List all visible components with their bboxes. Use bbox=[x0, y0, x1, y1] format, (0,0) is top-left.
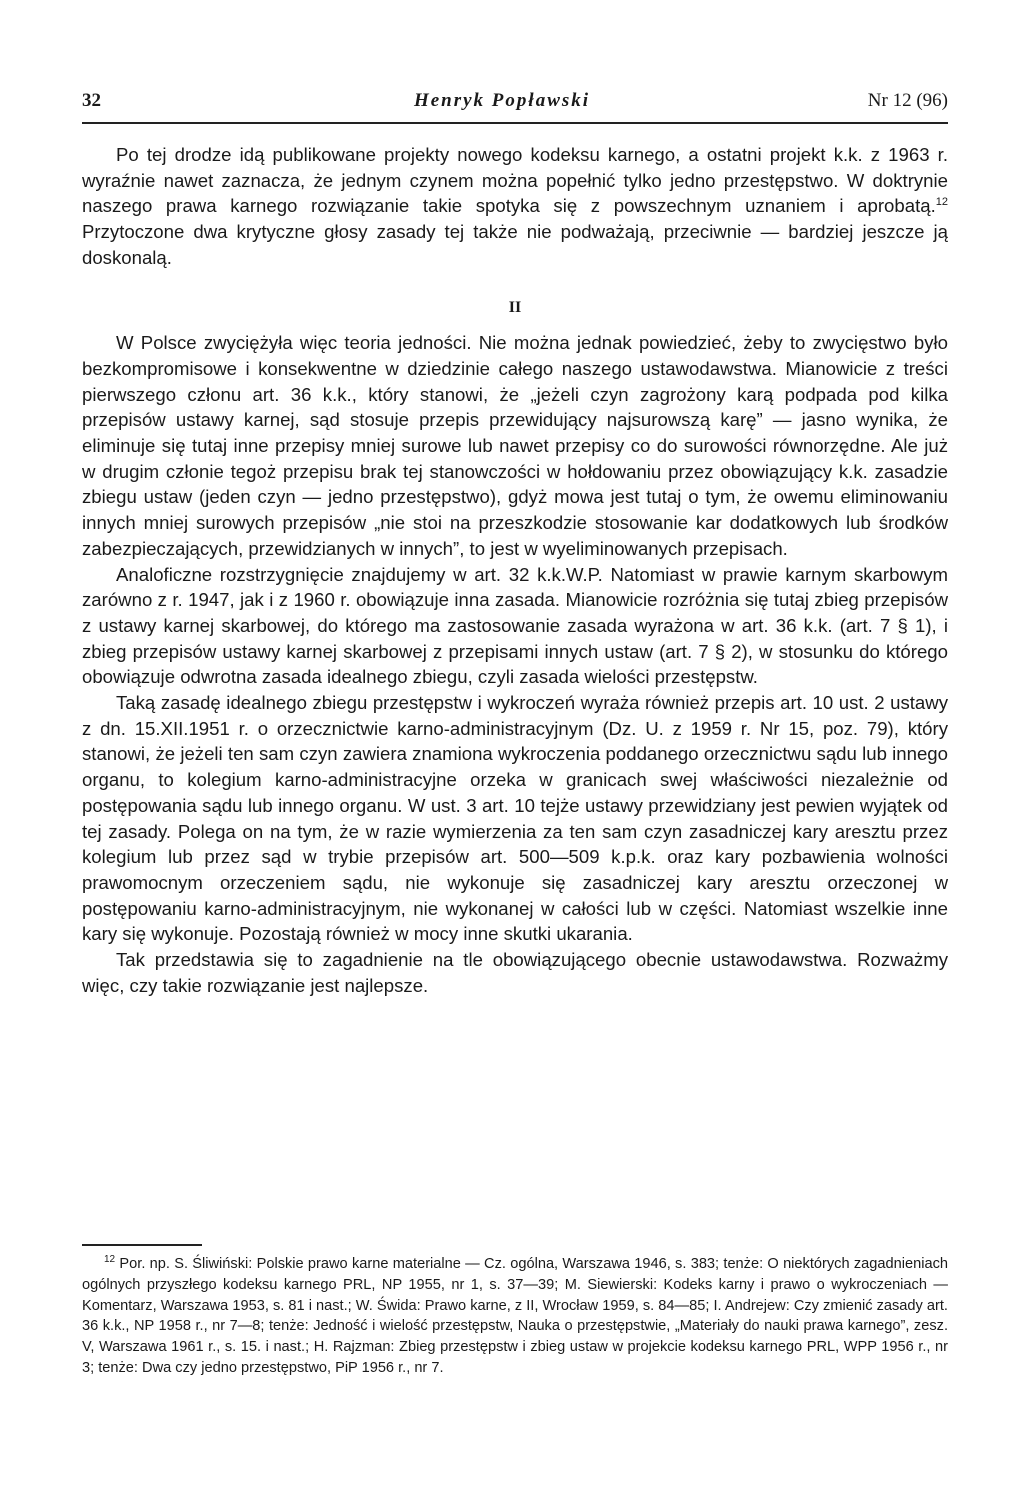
running-header bbox=[82, 88, 948, 124]
paragraph-1-continuation: Przytoczone dwa krytyczne głosy zasady tej także nie podważają, przeciwnie — bardziej jeszcze ją doskonalą. bbox=[82, 221, 948, 268]
footnote-divider bbox=[82, 1244, 202, 1246]
footnote-text: Por. np. S. Śliwiński: Polskie prawo karne materialne — Cz. ogólna, Warszawa 1946, s. 383; tenże: O niektórych zagadnieniach ogólnych przyszłego kodeksu karnego PRL, NP 1955, nr 1, s. 37—39; M. Siewierski: Kodeks karny i prawo o wykroczeniach — Komentarz, Warszawa 1953, s. 81 i nast.; W. Świda: Prawo karne, z II, Wrocław 1959, s. 84—85; I. Andrejew: Czy zmienić zasady art. 36 k.k., NP 1958 r., nr 7—8; tenże: Jedność i wielość przestępstw, Nauka o przestępstwie, „Materiały do nauki prawa karnego”, zesz. V, Warszawa 1961 r., s. 15. i nast.; H. Rajzman: Zbieg przestępstw i zbieg ustaw w projekcie kodeksu karnego PRL, WPP 1956 r., nr 3; tenże: Dwa czy jedno przestępstwo, PiP 1956 r., nr 7. bbox=[82, 1256, 948, 1376]
section-heading: II bbox=[508, 298, 522, 316]
paragraph-4: Taką zasadę idealnego zbiegu przestępstw i wykroczeń wyraża również przepis art. 10 ust. 2 ustawy z dn. 15.XII.1951 r. o orzecznictwie karno-administracyjnym (Dz. U. z 1959 r. Nr 15, poz. 79), który stanowi, że jeżeli ten sam czyn zawiera znamiona wykroczenia poddanego orzecznictwu sądu lub innego organu, to kolegium karno-administracyjne orzeka w granicach swej właściwości niezależnie od postępowania sądu lub innego organu. W ust. 3 art. 10 tejże ustawy przewidziany jest pewien wyjątek od tej zasady. Polega on na tym, że w razie wymierzenia za ten sam czyn zasadniczej kary aresztu przez kolegium lub przez sąd w trybie przepisów art. 500—509 k.p.k. oraz kary pozbawienia wolności prawomocnym orzeczeniem sądu, nie wykonuje się zasadniczej kary aresztu orzeczonej w postępowaniu karno-administracyjnym, nie wykonanej w całości lub w części. Natomiast wszelkie inne kary się wykonuje. Pozostają również w mocy inne skutki ukarania. bbox=[82, 692, 948, 945]
footnote-12 bbox=[82, 1254, 948, 1379]
paragraph-2: W Polsce zwyciężyła więc teoria jedności. Nie można jednak powiedzieć, żeby to zwycięstwo było bezkompromisowe i konsekwentne w dziedzinie całego naszego ustawodawstwa. Mianowicie z treści pierwszego członu art. 36 k.k., który stanowi, że „jeżeli czyn zagrożony karą podpada pod kilka przepisów ustawy karnej, sąd stosuje przepis przewidujący najsurowszą karę” — jasno wynika, że eliminuje się tutaj inne przepisy mniej surowe lub nawet przepisy co do surowości równorzędne. Ale już w drugim członie tegoż przepisu brak tej stanowczości w hołdowaniu przez obowiązujący k.k. zasadzie zbiegu ustaw (jeden czyn — jedno przestępstwo), gdyż mowa jest tutaj o tym, że owemu eliminowaniu innych mniej surowych przepisów „nie stoi na przeszkodzie stosowanie kar dodatkowych lub środków zabezpieczających, przewidzianych w innych”, to jest w wyeliminowanych przepisach. bbox=[82, 332, 948, 559]
running-author: Henryk Popławski bbox=[413, 90, 591, 111]
footnote-number: 12 bbox=[104, 1254, 116, 1266]
paragraph-3: Analoficzne rozstrzygnięcie znajdujemy w art. 32 k.k.W.P. Natomiast w prawie karnym skarbowym zarówno z r. 1947, jak i z 1960 r. obowiązuje inna zasada. Mianowicie rozróżnia się tutaj zbieg przepisów z ustawy karnej skarbowej, do którego ma zastosowanie zasada wyrażona w art. 36 k.k. (art. 7 § 1), i zbieg przepisów ustawy karnej skarbowej z przepisami innych ustaw (art. 7 § 2), w stosunku do którego obowiązuje odwrotna zasada idealnego zbiegu, czyli zasada wielości przestępstw. bbox=[82, 563, 948, 688]
page-number: 32 bbox=[82, 90, 101, 111]
footnote-ref-12[interactable]: 12 bbox=[935, 196, 948, 209]
paragraph-1-text: Po tej drodze idą publikowane projekty nowego kodeksu karnego, a ostatni projekt k.k. z 1963 r. wyraźnie nawet zaznacza, że jednym czynem można popełnić tylko jedno przestępstwo. W doktrynie naszego prawa karnego rozwiązanie takie spotyka się z powszechnym uznaniem i aprobatą. bbox=[82, 144, 948, 217]
paragraph-5: Tak przedstawia się to zagadnienie na tle obowiązującego obecnie ustawodawstwa. Rozważmy więc, czy takie rozwiązanie jest najlepsze. bbox=[82, 949, 948, 996]
paragraph-1 bbox=[82, 142, 948, 271]
issue-number: Nr 12 (96) bbox=[867, 90, 948, 111]
article-body bbox=[82, 142, 948, 999]
